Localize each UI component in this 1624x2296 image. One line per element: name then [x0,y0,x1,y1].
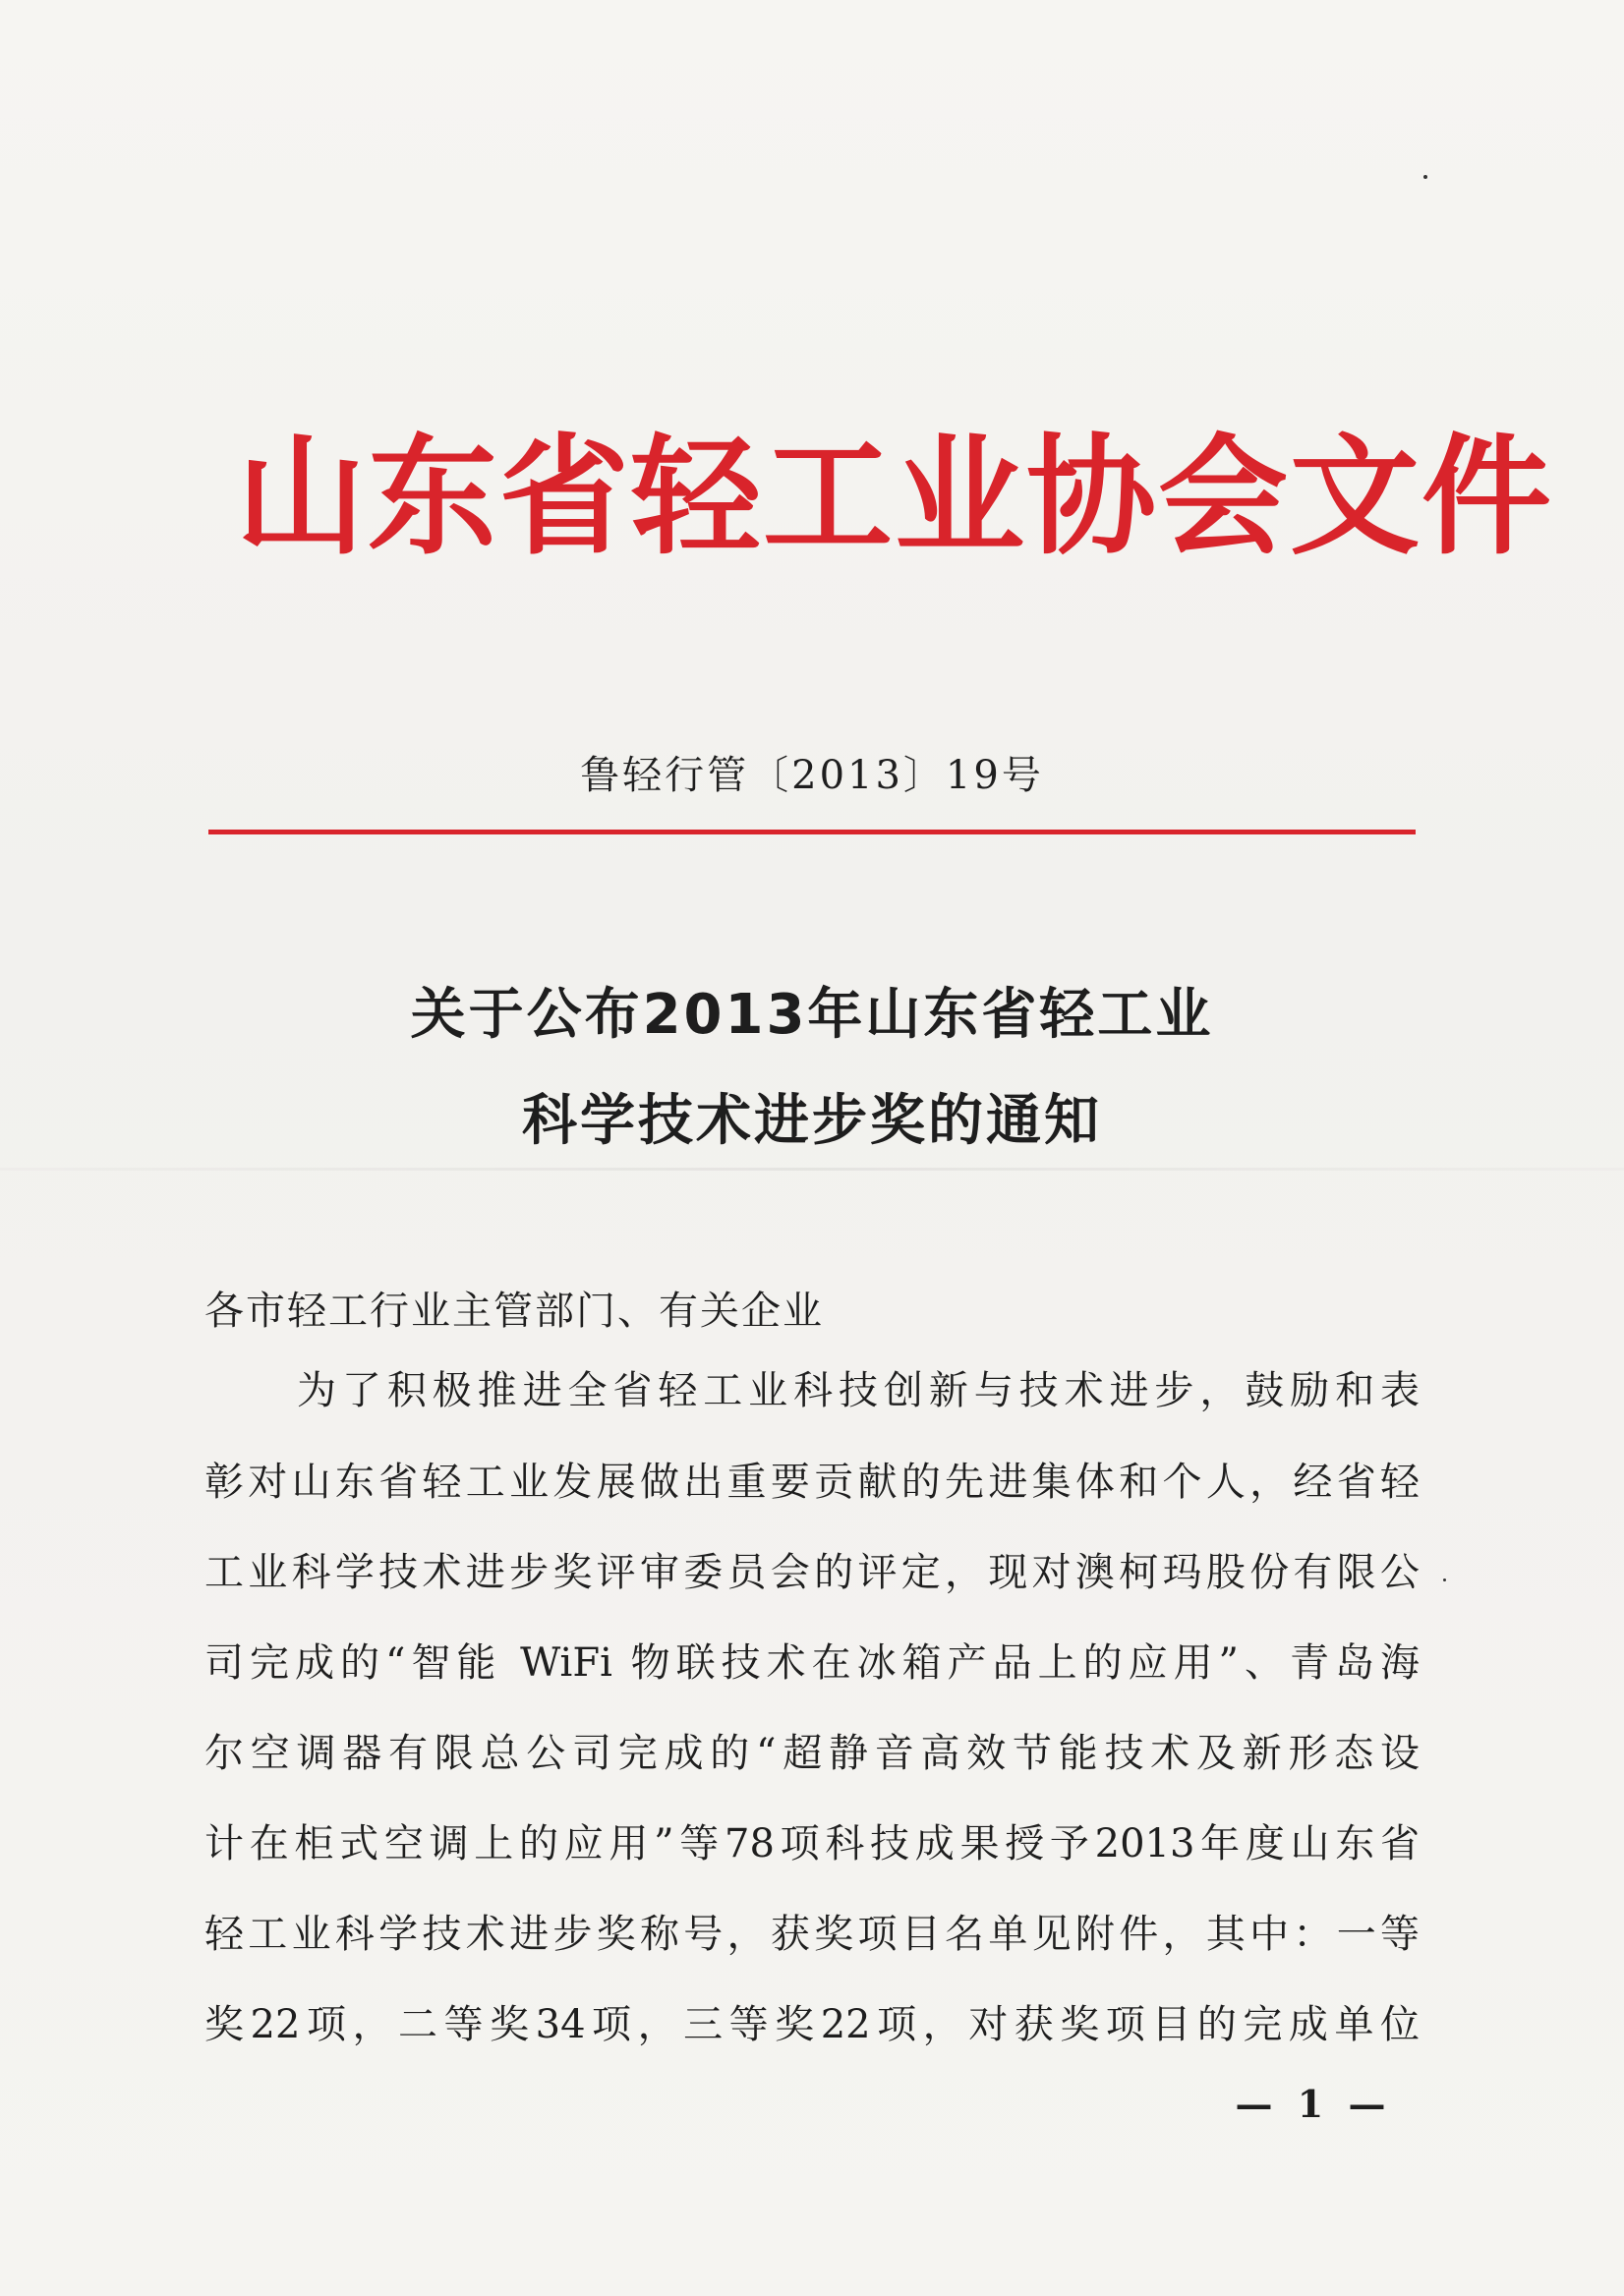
red-divider-line [208,830,1416,834]
body-line-7: 轻工业科学技术进步奖称号，获奖项目名单见附件，其中：一等 [204,1912,1420,1957]
body-line-5: 尔空调器有限总公司完成的“超静音高效节能技术及新形态设 [204,1731,1420,1776]
salutation: 各市轻工行业主管部门、有关企业 [204,1289,824,1334]
speck-mark [1423,175,1427,179]
body-line-2: 彰对山东省轻工业发展做出重要贡献的先进集体和个人，经省轻 [204,1460,1420,1505]
body-line-1: 为了积极推进全省轻工业科技创新与技术进步，鼓励和表 [297,1368,1420,1413]
paper-fold-mark [0,1168,1624,1171]
notice-title-line-2: 科学技术进步奖的通知 [522,1089,1102,1153]
document-number: 鲁轻行管〔2013〕19号 [580,753,1044,798]
body-line-8: 奖22项，二等奖34项，三等奖22项，对获奖项目的完成单位 [204,2002,1420,2047]
body-line-4: 司完成的“智能 WiFi 物联技术在冰箱产品上的应用”、青岛海 [204,1640,1420,1686]
body-line-3: 工业科学技术进步奖评审委员会的评定，现对澳柯玛股份有限公 [204,1550,1420,1595]
body-line-6: 计在柜式空调上的应用”等78项科技成果授予2013年度山东省 [204,1821,1420,1866]
page-number: — 1 — [1235,2082,1392,2126]
masthead-title: 山东省轻工业协会文件 [236,422,1553,573]
notice-title-line-1: 关于公布2013年山东省轻工业 [410,983,1214,1047]
speck-mark [1443,1578,1446,1581]
